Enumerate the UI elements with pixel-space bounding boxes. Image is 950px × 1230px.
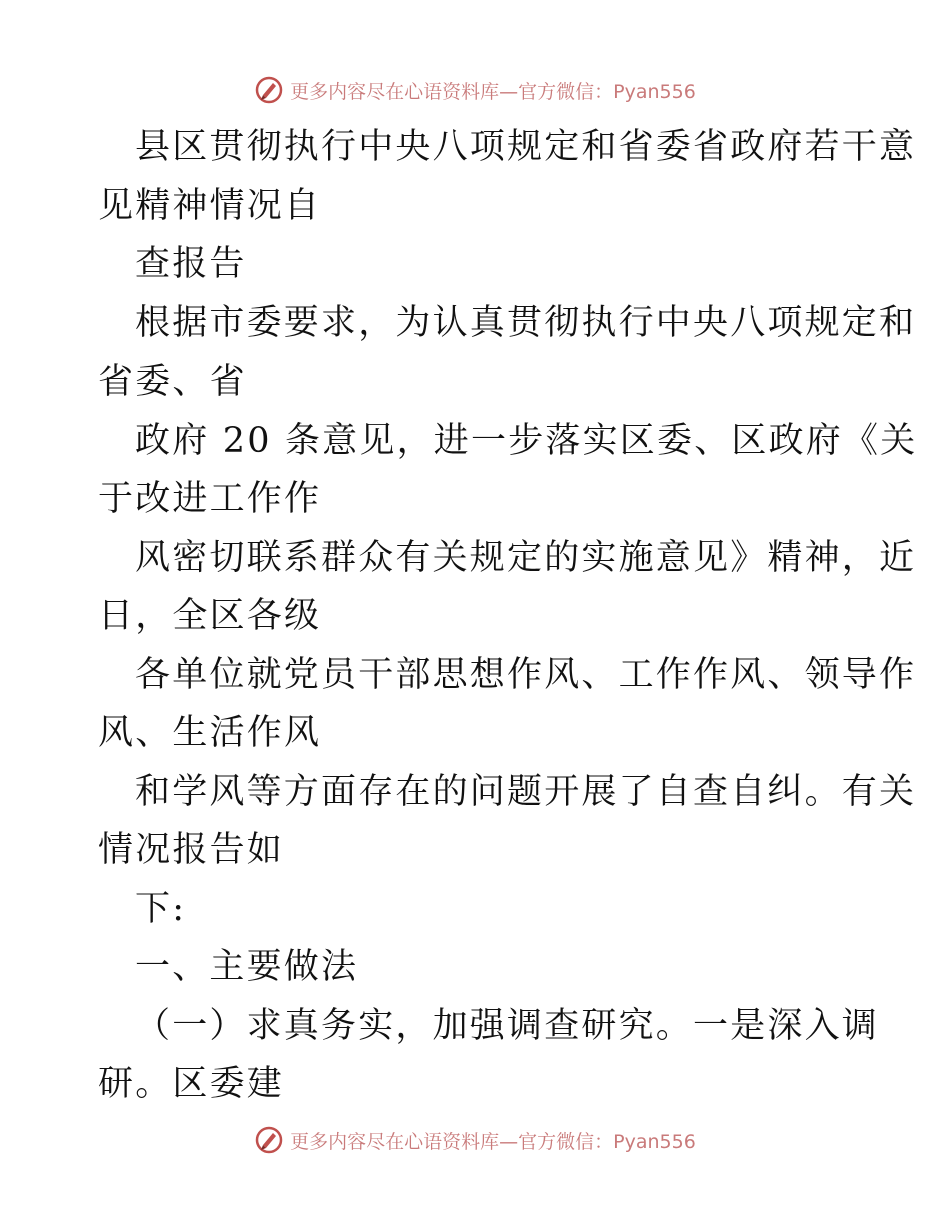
paragraph-line: 各单位就党员干部思想作风、工作作风、领导作	[135, 655, 917, 695]
paragraph-line: 风、生活作风	[98, 713, 322, 753]
paragraph-line: 政府 20 条意见，进一步落实区委、区政府《关	[135, 421, 918, 461]
fountain-pen-seal-icon	[254, 1125, 284, 1155]
paragraph-line: 省委、省	[98, 362, 247, 402]
document-title-line-3: 查报告	[135, 244, 247, 284]
paragraph-line: （一）求真务实，加强调查研究。一是深入调	[135, 1006, 880, 1046]
fountain-pen-seal-icon	[254, 75, 284, 105]
section-heading: 一、主要做法	[135, 947, 359, 987]
document-title-line-1: 县区贯彻执行中央八项规定和省委省政府若干意	[135, 127, 917, 167]
watermark-text: 更多内容尽在心语资料库—官方微信：Pyan556	[290, 80, 696, 103]
header-watermark	[0, 72, 950, 108]
paragraph-line: 根据市委要求，为认真贯彻执行中央八项规定和	[135, 303, 917, 343]
paragraph-line: 于改进工作作	[98, 479, 322, 519]
paragraph-line: 情况报告如	[98, 830, 285, 870]
paragraph-line: 下:	[135, 889, 187, 929]
paragraph-line: 日，全区各级	[98, 596, 322, 636]
watermark-text: 更多内容尽在心语资料库—官方微信：Pyan556	[290, 1130, 696, 1153]
paragraph-line: 和学风等方面存在的问题开展了自查自纠。有关	[135, 772, 917, 812]
document-title-line-2: 见精神情况自	[98, 186, 322, 226]
footer-watermark	[0, 1122, 950, 1158]
paragraph-line: 研。区委建	[98, 1064, 285, 1104]
paragraph-line: 风密切联系群众有关规定的实施意见》精神，近	[135, 538, 917, 578]
